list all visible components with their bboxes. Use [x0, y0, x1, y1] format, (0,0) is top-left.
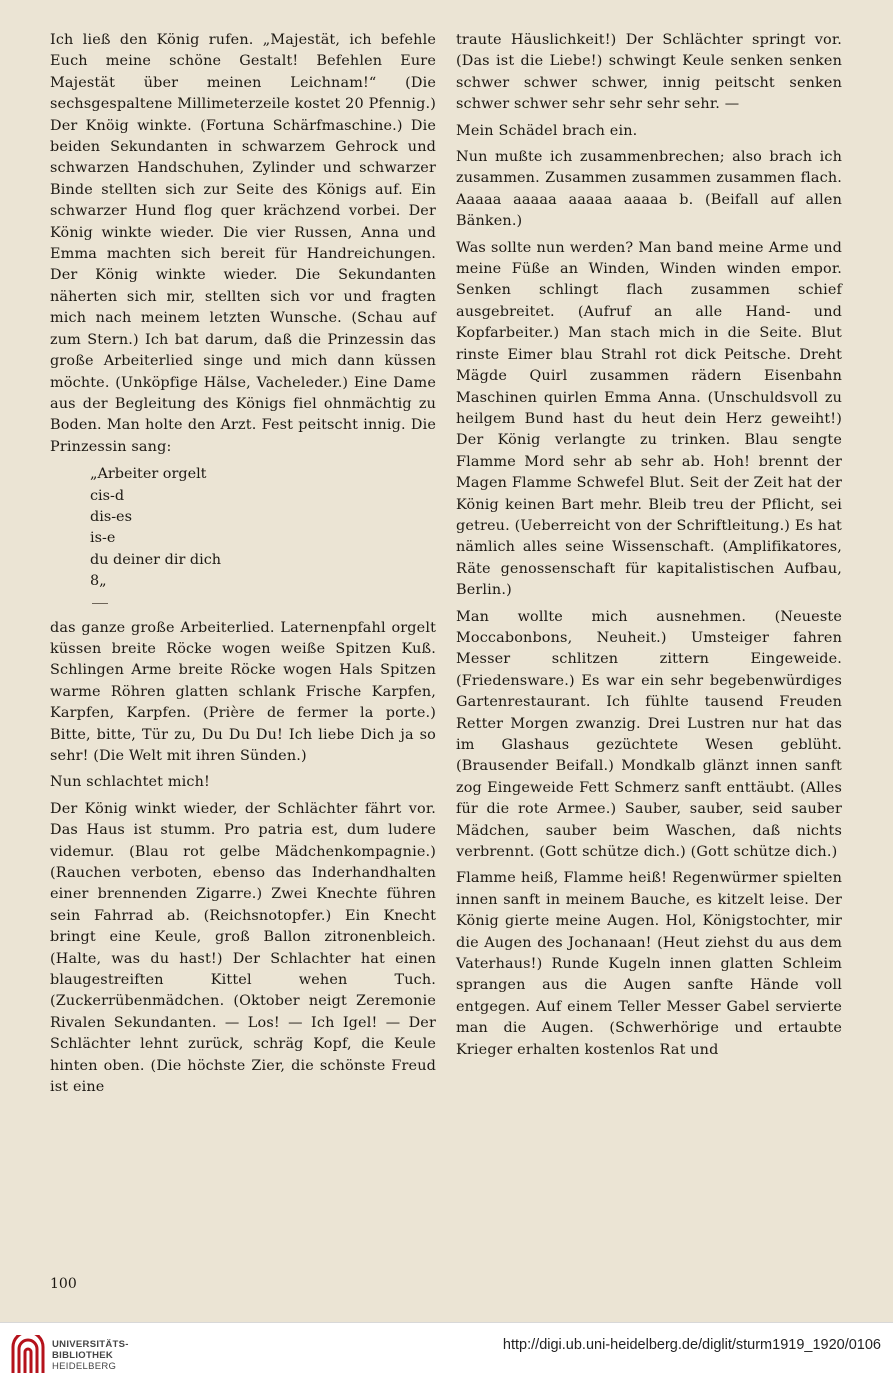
right-paragraph-6: Flamme heiß, Flamme heiß! Regenwürmer spielten innen sanft in meinem Bauche, es kitzelt leise. Der König gierte meine Augen. Hol, Königstochter, mir die Augen des Jochanaan! (Heut ziehst du aus dem Vaterhaus!) Runde Kugeln innen glatten Schleim sprangen aus die Augen sanfte Hände voll entgegen. Auf einem Teller Messer Gabel servierte man die Augen. (Schwerhörige und ertaubte Krieger erhalten kostenlos Rat und	[456, 870, 842, 1058]
song-line: dis-es	[90, 508, 132, 525]
left-column	[50, 30, 436, 1104]
song-line: cis-d	[90, 487, 125, 504]
song-line: is-e	[90, 530, 116, 547]
library-emblem-icon	[10, 1335, 46, 1375]
permalink-url[interactable]: http://digi.ub.uni-heidelberg.de/diglit/sturm1919_1920/0106	[502, 1337, 881, 1353]
left-paragraph-4: Der König winkt wieder, der Schlächter fährt vor. Das Haus ist stumm. Pro patria est, dum ludere videmur. (Blau rot gelbe Mädchenkompagnie.) (Rauchen verboten, ebenso das Inderhandhalten einer brennenden Zigarre.) Zwei Knechte führen sein Fahrrad ab. (Reichsnotopfer.) Ein Knecht bringt eine Keule, groß Ballon zitronenbleich. (Halte, was du hast!) Der Schlachter hat einen blaugestreiften Kittel wehen Tuch. (Zuckerrübenmädchen. (Oktober neigt Zeremonie Rivalen Sekundanten. — Los! — Ich Igel! — Der Schlächter lehnt zurück, schräg Kopf, die Keule hinten oben. (Die höchste Zier, die schönste Freud ist eine	[50, 800, 436, 1096]
right-paragraph-2: Mein Schädel brach ein.	[456, 122, 638, 139]
viewer-footer	[0, 1322, 893, 1389]
song-line: du deiner dir dich	[90, 551, 222, 568]
page-number: 100	[50, 1276, 77, 1292]
right-paragraph-3: Nun mußte ich zusammenbrechen; also brach ich zusammen. Zusammen zusammen zusammen flach. Aaaaa aaaaa aaaaa aaaaa b. (Beifall auf allen Bänken.)	[456, 149, 842, 230]
library-name-line: UNIVERSITÄTS-	[52, 1339, 129, 1350]
song-verse	[90, 464, 436, 592]
right-column	[456, 30, 842, 1066]
right-paragraph-5: Man wollte mich ausnehmen. (Neueste Moccabonbons, Neuheit.) Umsteiger fahren Messer schlitzen zittern Eingeweide. (Friedensware.) Es war ein sehr begebenwürdiges Gartenrestaurant. Ich fühlte tausend Freuden Retter Morgen zwanzig. Drei Lustren nur hat das im Glashaus gezüchtete Wesen geblüht. (Brausender Beifall.) Mondkalb glänzt innen sanft zog Eingeweide Fett Schmerz sanft enttäubt. (Alles für die rote Armee.) Sauber, sauber, seid sauber Mädchen, sauber beim Waschen, daß nichts verbrennt. (Gott schütze dich.) (Gott schütze dich.)	[456, 608, 842, 861]
library-name-line: BIBLIOTHEK	[52, 1350, 114, 1361]
right-paragraph-4: Was sollte nun werden? Man band meine Arme und meine Füße an Winden, Winden winden empor. Senken schlingt flach zusammen schief ausgebreitet. (Aufruf an alle Hand- und Kopfarbeiter.) Man stach mich in die Seite. Blut rinste Eimer blau Strahl rot dick Peitsche. Dreht Mägde Quirl zusammen rädern Eisenbahn Maschinen quirlen Emma Anna. (Unschuldsvoll zu heilgem Bund hast du heut dein Herz geweiht!) Der König verlangte zu trinken. Blau sengte Flamme Mord sehr ab sehr ab. Hoh! brennt der Magen Flamme Schwefel Blut. Seit der Zeit hat der König keinen Bart mehr. Bleib treu der Pflicht, sei getreu. (Ueberreicht von der Schriftleitung.) Es hat nämlich alles seine Wissenschaft. (Amplifikatores, Räte genossenschaft für kapitalistischen Aufbau, Berlin.)	[456, 239, 842, 599]
left-paragraph-1: Ich ließ den König rufen. „Majestät, ich befehle Euch meine schöne Gestalt! Befehlen Eure Majestät über meinen Leichnam!“ (Die sechsgespaltene Millimeterzeile kostet 20 Pfennig.) Der Knöig winkte. (Fortuna Schärfmaschine.) Die beiden Sekundanten in schwarzem Gehrock und schwarzen Handschuhen, Zylinder und schwarzer Binde stellten sich zur Seite des Königs auf. Ein schwarzer Hund flog quer krächzend vorbei. Der König winkte wieder. Die vier Russen, Anna und Emma machten sich bereit für Handreichungen. Der König winkte wieder. Die Sekundanten näherten sich mir, stellten sich vor und fragten mich nach meinem letzten Wunsche. (Schau auf zum Stern.) Ich bat darum, daß die Prinzessin das große Arbeiterlied singe und mich dann küssen möchte. (Unköpfige Hälse, Vacheleder.) Eine Dame aus der Begleitung des Königs fiel ohnmächtig zu Boden. Man holte den Arzt. Fest peitscht innig. Die Prinzessin sang:	[50, 32, 436, 455]
left-paragraph-3: Nun schlachtet mich!	[50, 774, 210, 791]
short-rule	[92, 603, 108, 604]
left-paragraph-2: das ganze große Arbeiterlied. Laternenpfahl orgelt küssen breite Röcke wogen weiße Spitzen Kuß. Schlingen Arme breite Röcke wogen Hals Spitzen warme Röhren glatten schlank Frische Karpfen, Karpfen, Karpfen. (Prière de fermer la porte.) Bitte, bitte, Tür zu, Du Du Du! Ich liebe Dich ja so sehr! (Die Welt mit ihren Sünden.)	[50, 619, 436, 764]
right-paragraph-1: traute Häuslichkeit!) Der Schlächter springt vor. (Das ist die Liebe!) schwingt Keule senken senken schwer schwer schwer, innig peitscht senken schwer schwer sehr sehr sehr sehr. —	[456, 32, 842, 113]
song-line: 8„	[90, 573, 107, 590]
library-name-line: HEIDELBERG	[52, 1361, 117, 1372]
song-line: „Arbeiter orgelt	[90, 466, 207, 483]
library-logo[interactable]	[10, 1333, 170, 1379]
library-name	[52, 1339, 129, 1372]
